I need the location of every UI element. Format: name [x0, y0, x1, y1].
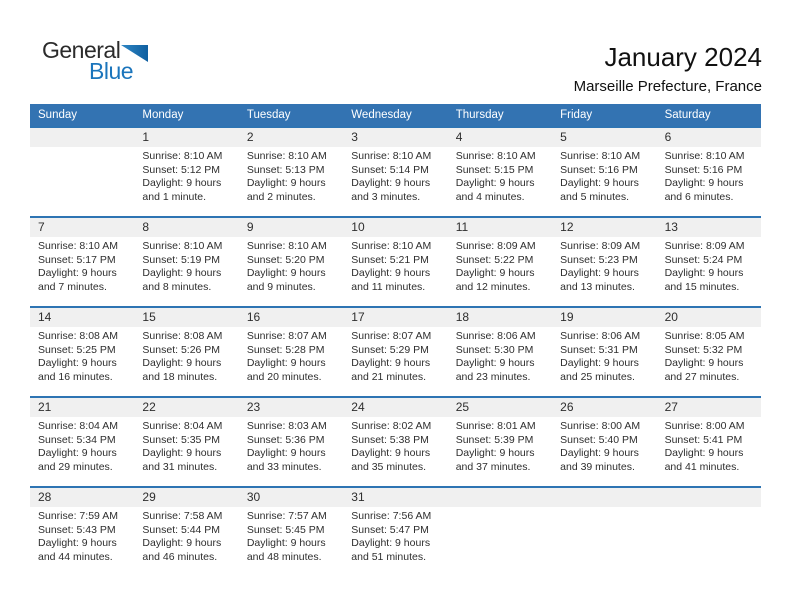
day-number — [38, 128, 130, 147]
sun-info-line: and 20 minutes. — [246, 370, 322, 383]
calendar-day-cell — [239, 128, 343, 216]
sun-info-line: Sunset: 5:20 PM — [246, 253, 325, 266]
calendar-day-cell — [134, 488, 238, 576]
calendar-day-cell — [657, 308, 761, 396]
sun-info-line: Sunset: 5:35 PM — [142, 433, 221, 446]
sun-info-line: and 31 minutes. — [142, 460, 218, 473]
day-number: 16 — [246, 310, 261, 324]
sun-info — [456, 420, 548, 474]
calendar-day-cell — [657, 398, 761, 486]
sun-info-line: Daylight: 9 hours — [142, 267, 222, 279]
sun-info-line: Sunrise: 8:10 AM — [142, 150, 223, 162]
sun-info-line: Sunrise: 8:09 AM — [560, 240, 641, 252]
sun-info-line: Sunrise: 8:10 AM — [455, 150, 536, 162]
sun-info — [38, 510, 130, 564]
sun-info-line: Daylight: 9 hours — [560, 357, 639, 369]
sun-info-line: and 33 minutes. — [246, 460, 322, 473]
sun-info-line: Sunrise: 8:02 AM — [351, 420, 432, 432]
day-number: 24 — [351, 400, 365, 414]
sun-info-line: Sunset: 5:29 PM — [351, 343, 429, 356]
day-number: 12 — [560, 220, 574, 234]
calendar-day-cell — [343, 128, 447, 216]
sun-info-line: and 7 minutes. — [38, 280, 107, 293]
calendar-day-cell — [448, 128, 552, 216]
day-number: 27 — [664, 400, 678, 414]
sun-info-line: Sunset: 5:40 PM — [560, 433, 638, 446]
sun-info — [247, 150, 339, 204]
sun-info-line: Sunset: 5:13 PM — [246, 163, 325, 176]
sun-info-line: and 37 minutes. — [455, 460, 531, 473]
sun-info-line: Daylight: 9 hours — [142, 537, 222, 549]
day-number: 30 — [246, 490, 261, 504]
sun-info-line: Sunrise: 8:10 AM — [246, 150, 327, 162]
day-number: 26 — [560, 400, 574, 414]
sun-info-line: and 3 minutes. — [351, 190, 421, 203]
sun-info-line: Daylight: 9 hours — [455, 267, 535, 279]
sun-info — [351, 330, 443, 384]
day-number — [456, 488, 548, 507]
day-number: 25 — [455, 400, 470, 414]
calendar-day-cell — [30, 488, 134, 576]
week-row — [30, 486, 761, 576]
sun-info-line: Sunset: 5:30 PM — [455, 343, 534, 356]
sun-info — [247, 510, 339, 564]
sun-info-line: Daylight: 9 hours — [455, 447, 535, 459]
sun-info-line: and 11 minutes. — [351, 280, 426, 293]
day-number: 6 — [664, 130, 672, 144]
sun-info-line: and 23 minutes. — [455, 370, 531, 383]
calendar-day-cell — [239, 218, 343, 306]
sun-info-line: Sunset: 5:32 PM — [664, 343, 743, 356]
sun-info-line: Sunset: 5:31 PM — [560, 343, 638, 356]
day-header-wednesday: Wednesday — [351, 109, 412, 121]
sun-info-line: Sunset: 5:21 PM — [351, 253, 429, 266]
calendar-day-cell — [448, 398, 552, 486]
sun-info — [38, 240, 130, 294]
sun-info-line: Sunset: 5:45 PM — [246, 523, 325, 536]
sun-info-line: Sunrise: 8:06 AM — [455, 330, 536, 342]
calendar-day-cell — [448, 308, 552, 396]
calendar-day-cell — [657, 488, 761, 576]
day-number: 21 — [38, 400, 52, 414]
calendar-day-cell — [657, 218, 761, 306]
sun-info-line: Sunrise: 8:10 AM — [664, 150, 745, 162]
weekday-header-row — [30, 104, 761, 126]
sun-info — [351, 510, 443, 564]
sun-info-line: and 12 minutes. — [455, 280, 531, 293]
sun-info — [247, 420, 339, 474]
calendar-day-cell — [134, 128, 238, 216]
sun-info-line: Daylight: 9 hours — [351, 357, 431, 369]
sun-info-line: Daylight: 9 hours — [142, 177, 222, 189]
calendar-day-cell — [343, 488, 447, 576]
sun-info — [665, 150, 757, 204]
sun-info-line: and 9 minutes. — [246, 280, 316, 293]
sun-info-line: Daylight: 9 hours — [664, 357, 744, 369]
sun-info-line: and 15 minutes. — [664, 280, 740, 293]
logo-word-blue: Blue — [89, 58, 134, 84]
sun-info — [142, 240, 234, 294]
day-header-saturday: Saturday — [664, 109, 711, 121]
sun-info-line: Sunrise: 8:07 AM — [351, 330, 432, 342]
sun-info-line: Daylight: 9 hours — [351, 177, 431, 189]
sun-info-line: Sunset: 5:43 PM — [38, 523, 116, 536]
sun-info — [38, 420, 130, 474]
calendar-day-cell — [30, 398, 134, 486]
day-number: 31 — [351, 490, 365, 504]
sun-info-line: and 13 minutes. — [560, 280, 635, 293]
sun-info — [665, 420, 757, 474]
sun-info-line: Sunrise: 8:08 AM — [142, 330, 223, 342]
sun-info-line: Sunrise: 8:10 AM — [246, 240, 327, 252]
logo-word-general: General — [42, 37, 121, 63]
day-number: 28 — [38, 490, 52, 504]
sun-info-line: Sunset: 5:41 PM — [664, 433, 743, 446]
sun-info-line: and 35 minutes. — [351, 460, 426, 473]
sun-info-line: and 39 minutes. — [560, 460, 635, 473]
sun-info — [665, 240, 757, 294]
sun-info — [456, 240, 548, 294]
sun-info-line: Daylight: 9 hours — [246, 357, 326, 369]
calendar-day-cell — [343, 218, 447, 306]
day-number: 4 — [455, 130, 463, 144]
sun-info-line: Sunset: 5:23 PM — [560, 253, 638, 266]
sun-info-line: Sunset: 5:38 PM — [351, 433, 429, 446]
day-number — [560, 488, 652, 507]
calendar-day-cell — [343, 308, 447, 396]
week-row — [30, 216, 761, 306]
sun-info-line: Sunset: 5:36 PM — [246, 433, 325, 446]
day-number: 15 — [142, 310, 156, 324]
sun-info-line: Sunset: 5:16 PM — [560, 163, 638, 176]
week-cells — [30, 308, 761, 396]
sun-info-line: Sunset: 5:19 PM — [142, 253, 221, 266]
calendar-day-cell — [239, 308, 343, 396]
sun-info-line: and 25 minutes. — [560, 370, 635, 383]
sun-info-line: Sunrise: 8:06 AM — [560, 330, 641, 342]
week-cells — [30, 488, 761, 576]
sun-info-line: Sunrise: 8:09 AM — [455, 240, 536, 252]
sun-info-line: Daylight: 9 hours — [351, 447, 431, 459]
sun-info-line: Sunset: 5:28 PM — [246, 343, 325, 356]
sun-info-line: and 8 minutes. — [142, 280, 212, 293]
sun-info-line: Sunrise: 8:10 AM — [351, 150, 432, 162]
sun-info-line: and 18 minutes. — [142, 370, 218, 383]
sun-info-line: and 46 minutes. — [142, 550, 218, 563]
sun-info — [351, 150, 443, 204]
calendar-day-cell — [552, 308, 656, 396]
sun-info-line: Sunset: 5:25 PM — [38, 343, 116, 356]
sun-info — [351, 420, 443, 474]
page-title: January 2024 — [604, 42, 762, 72]
sun-info-line: Daylight: 9 hours — [351, 267, 431, 279]
day-header-sunday: Sunday — [38, 109, 78, 121]
sun-info-line: and 1 minute. — [142, 190, 207, 203]
sun-info-line: Sunrise: 8:09 AM — [664, 240, 745, 252]
sun-info — [142, 510, 234, 564]
sun-info — [142, 150, 234, 204]
day-number: 18 — [455, 310, 470, 324]
sun-info-line: Daylight: 9 hours — [246, 177, 326, 189]
calendar-day-cell — [30, 128, 134, 216]
day-number: 5 — [560, 130, 567, 144]
sun-info-line: Daylight: 9 hours — [664, 267, 744, 279]
sun-info-line: Sunrise: 7:56 AM — [351, 510, 432, 522]
sun-info-line: and 51 minutes. — [351, 550, 426, 563]
day-number: 9 — [246, 220, 254, 234]
calendar-day-cell — [448, 488, 552, 576]
sun-info-line: Sunset: 5:26 PM — [142, 343, 221, 356]
day-number: 23 — [246, 400, 261, 414]
sun-info-line: Daylight: 9 hours — [560, 447, 639, 459]
calendar-day-cell — [134, 218, 238, 306]
sun-info-line: Sunset: 5:22 PM — [455, 253, 534, 266]
sun-info-line: Daylight: 9 hours — [664, 177, 744, 189]
calendar-day-cell — [448, 218, 552, 306]
day-number: 3 — [351, 130, 358, 144]
sun-info-line: Daylight: 9 hours — [560, 177, 639, 189]
location-subtitle: Marseille Prefecture, France — [573, 78, 762, 95]
sun-info-line: Sunrise: 7:58 AM — [142, 510, 223, 522]
day-number: 19 — [560, 310, 574, 324]
sun-info — [560, 420, 652, 474]
sun-info-line: Sunrise: 8:10 AM — [351, 240, 432, 252]
day-number: 7 — [38, 220, 45, 234]
sun-info-line: Sunrise: 8:05 AM — [664, 330, 745, 342]
sun-info — [142, 330, 234, 384]
calendar-grid — [30, 104, 761, 576]
sun-info-line: Daylight: 9 hours — [38, 267, 117, 279]
sun-info-line: and 2 minutes. — [246, 190, 316, 203]
sun-info — [142, 420, 234, 474]
sun-info-line: Sunrise: 7:57 AM — [246, 510, 327, 522]
week-cells — [30, 218, 761, 306]
day-number: 8 — [142, 220, 150, 234]
calendar-weeks — [30, 126, 761, 576]
sun-info-line: Sunset: 5:17 PM — [38, 253, 116, 266]
calendar-day-cell — [134, 308, 238, 396]
sun-info-line: Daylight: 9 hours — [246, 447, 326, 459]
sun-info-line: Sunrise: 8:08 AM — [38, 330, 118, 342]
sun-info-line: Daylight: 9 hours — [455, 357, 535, 369]
sun-info-line: and 5 minutes. — [560, 190, 630, 203]
sun-info-line: and 41 minutes. — [664, 460, 740, 473]
sun-info-line: Sunrise: 8:10 AM — [142, 240, 223, 252]
week-row — [30, 396, 761, 486]
sun-info-line: and 29 minutes. — [38, 460, 113, 473]
calendar-day-cell — [239, 398, 343, 486]
sun-info — [247, 240, 339, 294]
week-row — [30, 126, 761, 216]
general-blue-logo — [42, 38, 162, 86]
sun-info-line: Sunrise: 8:00 AM — [664, 420, 745, 432]
calendar-day-cell — [552, 488, 656, 576]
sun-info-line: Daylight: 9 hours — [560, 267, 639, 279]
week-row — [30, 306, 761, 396]
sun-info — [560, 240, 652, 294]
sun-info — [351, 240, 443, 294]
sun-info-line: Sunset: 5:16 PM — [664, 163, 743, 176]
calendar-day-cell — [30, 218, 134, 306]
calendar-day-cell — [552, 218, 656, 306]
sun-info-line: Daylight: 9 hours — [664, 447, 744, 459]
calendar-day-cell — [552, 128, 656, 216]
sun-info-line: Sunrise: 8:01 AM — [455, 420, 536, 432]
week-cells — [30, 128, 761, 216]
calendar-day-cell — [657, 128, 761, 216]
sun-info-line: Sunrise: 8:10 AM — [38, 240, 118, 252]
sun-info-line: Sunset: 5:34 PM — [38, 433, 116, 446]
day-number: 14 — [38, 310, 52, 324]
day-number: 2 — [246, 130, 254, 144]
day-number: 10 — [351, 220, 365, 234]
day-header-thursday: Thursday — [455, 109, 504, 121]
sun-info — [38, 330, 130, 384]
sun-info-line: Daylight: 9 hours — [351, 537, 431, 549]
sun-info-line: Sunrise: 7:59 AM — [38, 510, 118, 522]
sun-info-line: Sunset: 5:14 PM — [351, 163, 429, 176]
day-number: 22 — [142, 400, 156, 414]
sun-info — [665, 330, 757, 384]
sun-info-line: Sunrise: 8:04 AM — [38, 420, 118, 432]
calendar-day-cell — [239, 488, 343, 576]
day-number: 20 — [664, 310, 678, 324]
sun-info-line: and 6 minutes. — [664, 190, 734, 203]
sun-info-line: Sunrise: 8:03 AM — [246, 420, 327, 432]
sun-info-line: Sunset: 5:44 PM — [142, 523, 221, 536]
sun-info-line: Daylight: 9 hours — [38, 537, 117, 549]
calendar-day-cell — [30, 308, 134, 396]
sun-info-line: Daylight: 9 hours — [38, 447, 117, 459]
sun-info — [247, 330, 339, 384]
sun-info-line: Sunset: 5:47 PM — [351, 523, 429, 536]
sun-info-line: and 48 minutes. — [246, 550, 322, 563]
sun-info-line: Daylight: 9 hours — [246, 537, 326, 549]
week-cells — [30, 398, 761, 486]
sun-info-line: and 21 minutes. — [351, 370, 426, 383]
sun-info-line: and 27 minutes. — [664, 370, 740, 383]
day-number: 13 — [664, 220, 678, 234]
calendar-day-cell — [552, 398, 656, 486]
sun-info — [560, 330, 652, 384]
day-header-monday: Monday — [142, 109, 184, 121]
sun-info-line: Sunset: 5:39 PM — [455, 433, 534, 446]
sun-info-line: and 4 minutes. — [455, 190, 525, 203]
sun-info-line: Sunset: 5:12 PM — [142, 163, 221, 176]
day-number: 17 — [351, 310, 365, 324]
day-header-friday: Friday — [560, 109, 593, 121]
calendar-day-cell — [134, 398, 238, 486]
sun-info-line: Daylight: 9 hours — [38, 357, 117, 369]
sun-info-line: Daylight: 9 hours — [142, 447, 222, 459]
day-number — [665, 488, 757, 507]
sun-info-line: Daylight: 9 hours — [142, 357, 222, 369]
sun-info-line: Sunrise: 8:04 AM — [142, 420, 223, 432]
sun-info-line: Sunrise: 8:10 AM — [560, 150, 641, 162]
day-number: 1 — [142, 130, 150, 144]
sun-info — [456, 330, 548, 384]
sun-info-line: Sunset: 5:24 PM — [664, 253, 743, 266]
sun-info-line: Daylight: 9 hours — [455, 177, 535, 189]
day-number: 29 — [142, 490, 156, 504]
sun-info — [456, 150, 548, 204]
sun-info-line: and 44 minutes. — [38, 550, 113, 563]
sun-info — [560, 150, 652, 204]
sun-info-line: Sunrise: 8:00 AM — [560, 420, 641, 432]
day-number: 11 — [455, 220, 469, 234]
sun-info-line: Sunrise: 8:07 AM — [246, 330, 327, 342]
sun-info-line: and 16 minutes. — [38, 370, 113, 383]
calendar-day-cell — [343, 398, 447, 486]
day-header-tuesday: Tuesday — [246, 109, 291, 121]
sun-info-line: Sunset: 5:15 PM — [455, 163, 534, 176]
sun-info-line: Daylight: 9 hours — [246, 267, 326, 279]
